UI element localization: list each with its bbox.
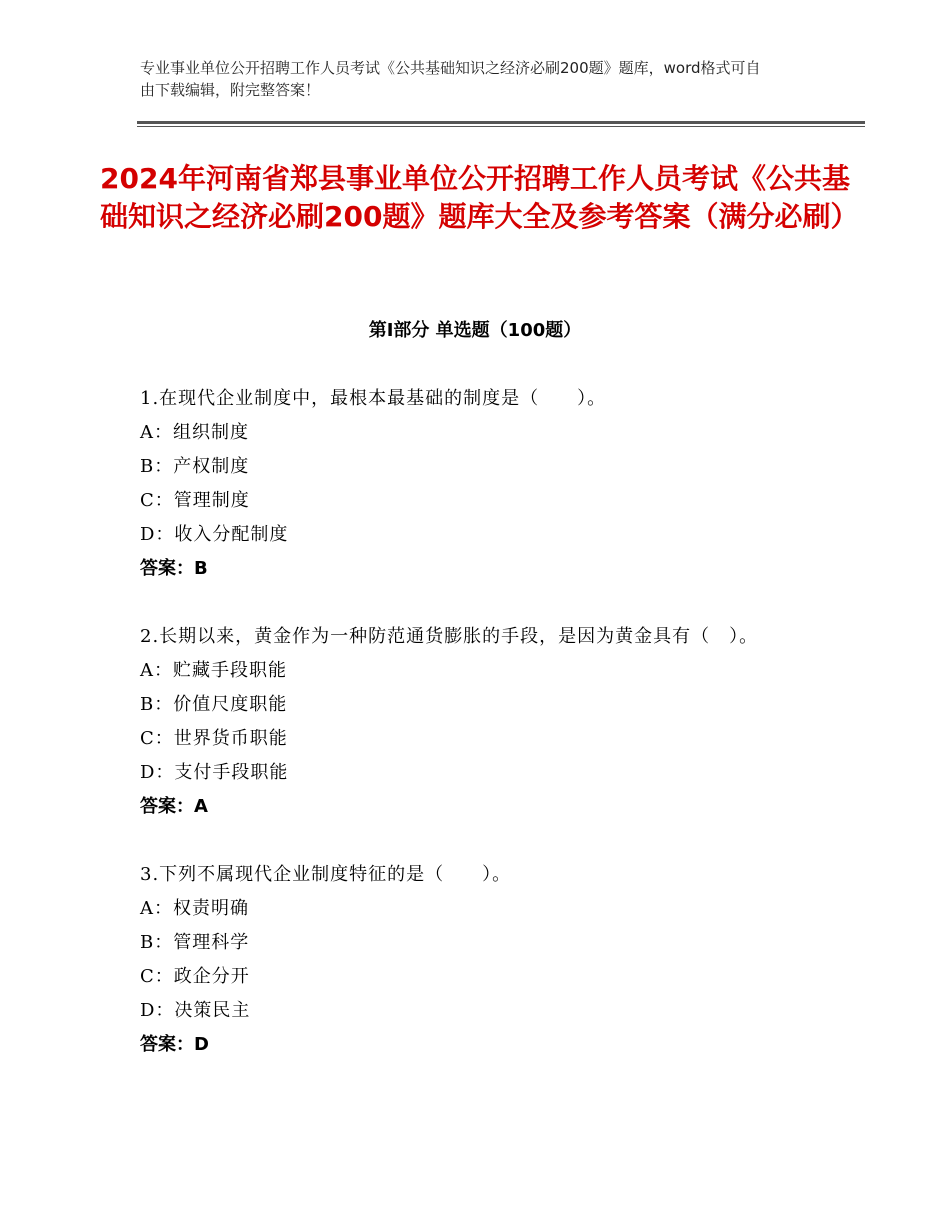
- option-d: D：支付手段职能: [140, 762, 289, 783]
- question-stem: 1.在现代企业制度中，最根本最基础的制度是（ ）。: [140, 388, 607, 409]
- answer: 答案：A: [140, 796, 208, 817]
- option-d: D：决策民主: [140, 1000, 251, 1021]
- question-stem: 2.长期以来，黄金作为一种防范通货膨胀的手段，是因为黄金具有（ ）。: [140, 626, 759, 647]
- header-note: 专业事业单位公开招聘工作人员考试《公共基础知识之经济必刷200题》题库，word格式可自由下载编辑，附完整答案！: [140, 59, 761, 99]
- question-list: [140, 382, 810, 1096]
- option-b: B：产权制度: [140, 456, 250, 477]
- section-title: 第I部分 单选题（100题）: [368, 320, 582, 341]
- option-a: A：权责明确: [140, 898, 249, 919]
- header-divider-thick: [137, 121, 865, 124]
- option-b: B：管理科学: [140, 932, 250, 953]
- answer: 答案：B: [140, 558, 208, 579]
- answer: 答案：D: [140, 1034, 209, 1055]
- question-2: [140, 620, 810, 824]
- option-a: A：贮藏手段职能: [140, 660, 287, 681]
- option-c: C：管理制度: [140, 490, 250, 511]
- option-c: C：世界货币职能: [140, 728, 288, 749]
- option-c: C：政企分开: [140, 966, 250, 987]
- question-stem: 3.下列不属现代企业制度特征的是（ ）。: [140, 864, 512, 885]
- option-d: D：收入分配制度: [140, 524, 289, 545]
- option-b: B：价值尺度职能: [140, 694, 288, 715]
- header-divider-thin: [137, 126, 865, 127]
- option-a: A：组织制度: [140, 422, 249, 443]
- document-title: 2024年河南省郑县事业单位公开招聘工作人员考试《公共基础知识之经济必刷200题》题库大全及参考答案（满分必刷）: [100, 162, 859, 233]
- question-1: [140, 382, 810, 586]
- question-3: [140, 858, 810, 1062]
